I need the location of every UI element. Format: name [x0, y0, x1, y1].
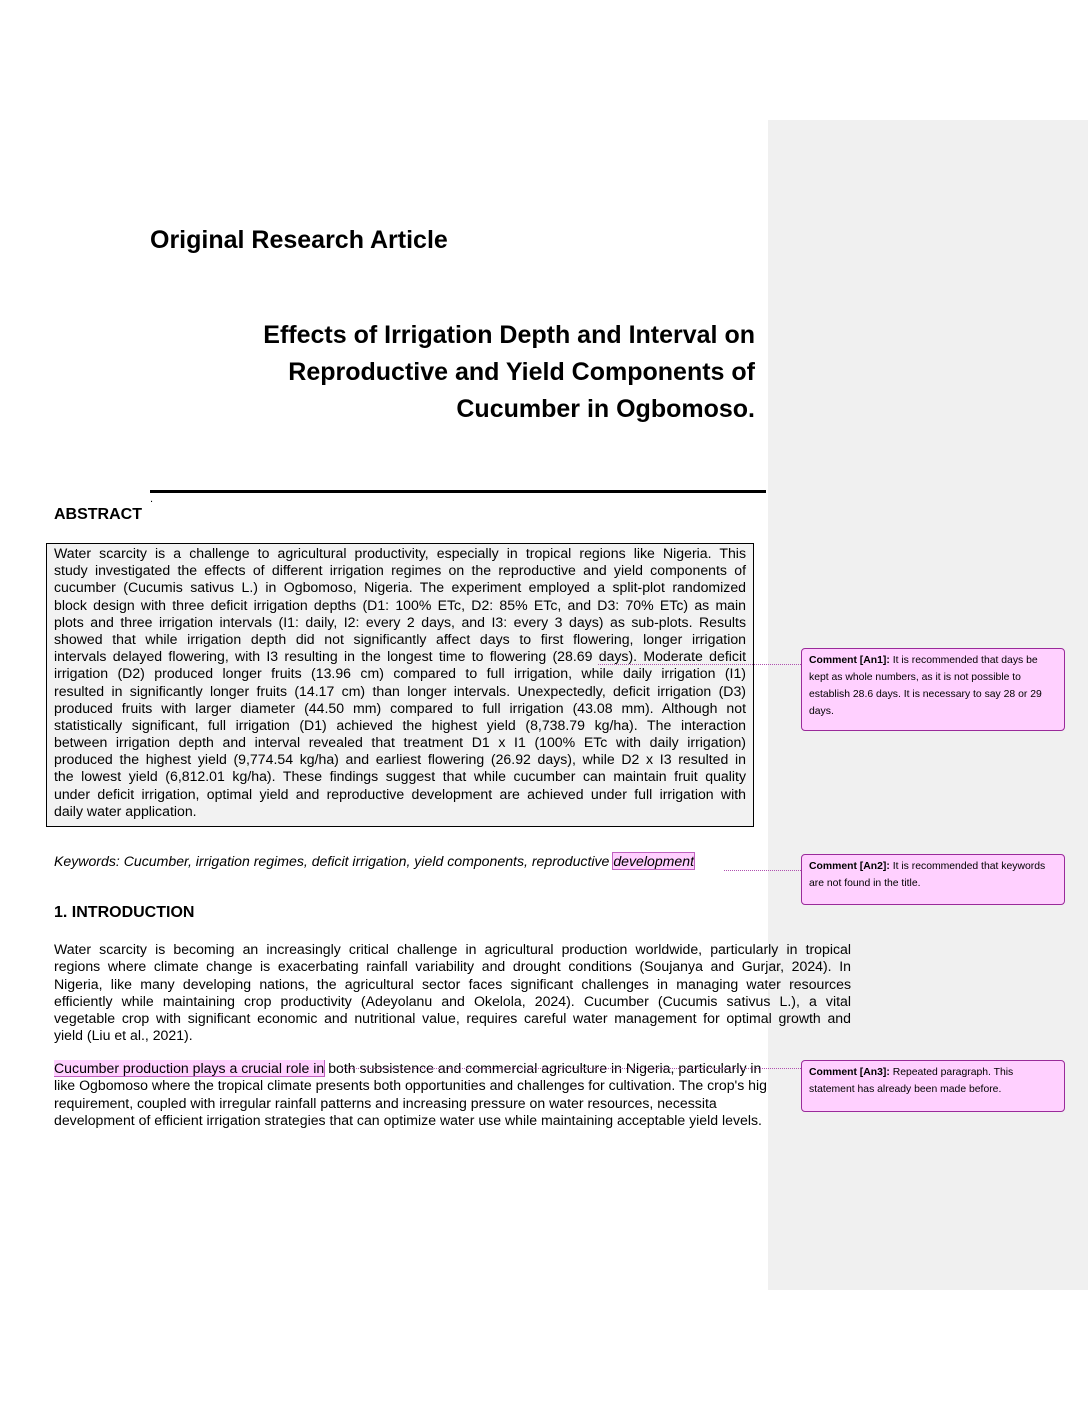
- abstract-line: under deficit irrigation, optimal yield and reproductive development are achieved under full irrigation with: [54, 785, 746, 802]
- paragraph-line: Water scarcity is becoming an increasingly critical challenge in agricultural production worldwide, particularly in tropical: [54, 941, 851, 957]
- title-line: Cucumber in Ogbomoso.: [456, 395, 755, 423]
- introduction-paragraph-1: [54, 941, 851, 1045]
- comment-an3[interactable]: [801, 1060, 1065, 1112]
- abstract-line: block design with three deficit irrigation depths (D1: 100% ETc, D2: 85% ETc, and D3: 70% ETc) as main: [54, 596, 746, 613]
- paragraph-line: vegetable crop with significant economic and nutritional value, requires careful water management for optimal growth and: [54, 1010, 851, 1027]
- title-divider: [150, 490, 766, 493]
- comment-an1[interactable]: [801, 648, 1065, 731]
- abstract-line: produced fruits with larger diameter (44.50 mm) compared to full irrigation (43.08 mm). Although not: [54, 699, 746, 716]
- article-type: Original Research Article: [150, 226, 448, 254]
- article-title: [200, 317, 755, 428]
- title-line: Reproductive and Yield Components of: [288, 358, 755, 386]
- abstract-line: produced the highest yield (9,774.54 kg/ha) and earliest flowering (26.92 days), while D2 x I3 resulted in: [54, 751, 746, 768]
- comment-connector: [724, 870, 801, 871]
- abstract-box: [46, 543, 754, 827]
- comment-text: It is recommended that days be kept as whole numbers, as it is not possible to establish 28.6 days. It is necessary to say 28 or 29 days.: [809, 655, 1042, 717]
- introduction-paragraph-2: [54, 1060, 799, 1129]
- keywords-highlight[interactable]: development: [613, 853, 695, 869]
- comment-an2[interactable]: [801, 854, 1065, 905]
- divider-dot: .: [150, 493, 154, 505]
- comment-connector: [598, 664, 801, 665]
- comment-text: It is recommended that keywords are not found in the title.: [809, 861, 1046, 889]
- paragraph-line: regions where climate change is exacerbating rainfall variability and drought conditions (Soujanya and Gurjar, 2024). In: [54, 958, 851, 975]
- paragraph-line: Nigeria, like many developing nations, the agricultural sector faces significant challenges in managing water resources: [54, 975, 851, 992]
- paragraph-line: development of efficient irrigation strategies that can optimize water use while maintaining acceptable yield levels.: [54, 1111, 762, 1128]
- keywords: [54, 853, 694, 869]
- abstract-line: between irrigation depth and interval revealed that treatment D1 x I1 (100% ETc with daily irrigation): [54, 734, 746, 751]
- paragraph-line: yield (Liu et al., 2021).: [54, 1027, 193, 1044]
- comment-label: Comment [An2]:: [809, 861, 890, 872]
- introduction-heading: 1. INTRODUCTION: [54, 904, 195, 921]
- comment-connector: [342, 1068, 801, 1069]
- abstract-line: showed that while irrigation depth did not significantly affect days to first flowering, longer irrigation: [54, 630, 746, 647]
- paragraph-line: efficiently while maintaining crop productivity (Adeyolanu and Okelola, 2024). Cucumber (Cucumis sativus L.), a vital: [54, 992, 851, 1009]
- abstract-line-highlighted[interactable]: intervals delayed flowering, with I3 resulting in the longest time to flowering (28.69 days). Moderate deficit: [54, 648, 746, 665]
- abstract-line: study investigated the effects of different irrigation regimes on the reproductive and yield components of: [54, 562, 746, 579]
- comment-label: Comment [An1]:: [809, 655, 890, 666]
- abstract-line: irrigation (D2) produced longer fruits (13.96 cm) compared to full irrigation, while daily irrigation (I1): [54, 665, 746, 682]
- abstract-line: plots and three irrigation intervals (I1: daily, I2: every 2 days, and I3: every 3 days) as sub-plots. Results: [54, 613, 746, 630]
- abstract-line: daily water application.: [54, 802, 197, 819]
- comment-text: Repeated paragraph. This statement has already been made before.: [809, 1067, 1014, 1095]
- comment-label: Comment [An3]:: [809, 1067, 890, 1078]
- keywords-text: Keywords: Cucumber, irrigation regimes, deficit irrigation, yield components, reproductive: [54, 853, 614, 869]
- abstract-line: Water scarcity is a challenge to agricultural productivity, especially in tropical regions like Nigeria. This: [54, 545, 746, 561]
- abstract-heading: ABSTRACT: [54, 506, 142, 523]
- paragraph-highlight[interactable]: Cucumber production plays a crucial role in: [54, 1060, 325, 1076]
- paragraph-line: requirement, coupled with irregular rainfall patterns and increasing pressure on water resources, necessita: [54, 1094, 717, 1111]
- paragraph-line: like Ogbomoso where the tropical climate presents both opportunities and challenges for cultivation. The crop's hig: [54, 1077, 767, 1094]
- abstract-line: cucumber (Cucumis sativus L.) in Ogbomoso, Nigeria. The experiment employed a split-plot randomized: [54, 579, 746, 596]
- abstract-line: the lowest yield (6,812.01 kg/ha). These findings suggest that while cucumber can maintain fruit quality: [54, 768, 746, 785]
- title-line: Effects of Irrigation Depth and Interval on: [263, 321, 755, 349]
- abstract-line: statistically significant, full irrigation (D1) achieved the highest yield (8,738.79 kg/ha). The interaction: [54, 716, 746, 733]
- abstract-line: resulted in significantly longer fruits (14.17 cm) than longer intervals. Unexpectedly, deficit irrigation (D3): [54, 682, 746, 699]
- paragraph-line-text: both subsistence and commercial agriculture in Nigeria, particularly in: [328, 1060, 762, 1076]
